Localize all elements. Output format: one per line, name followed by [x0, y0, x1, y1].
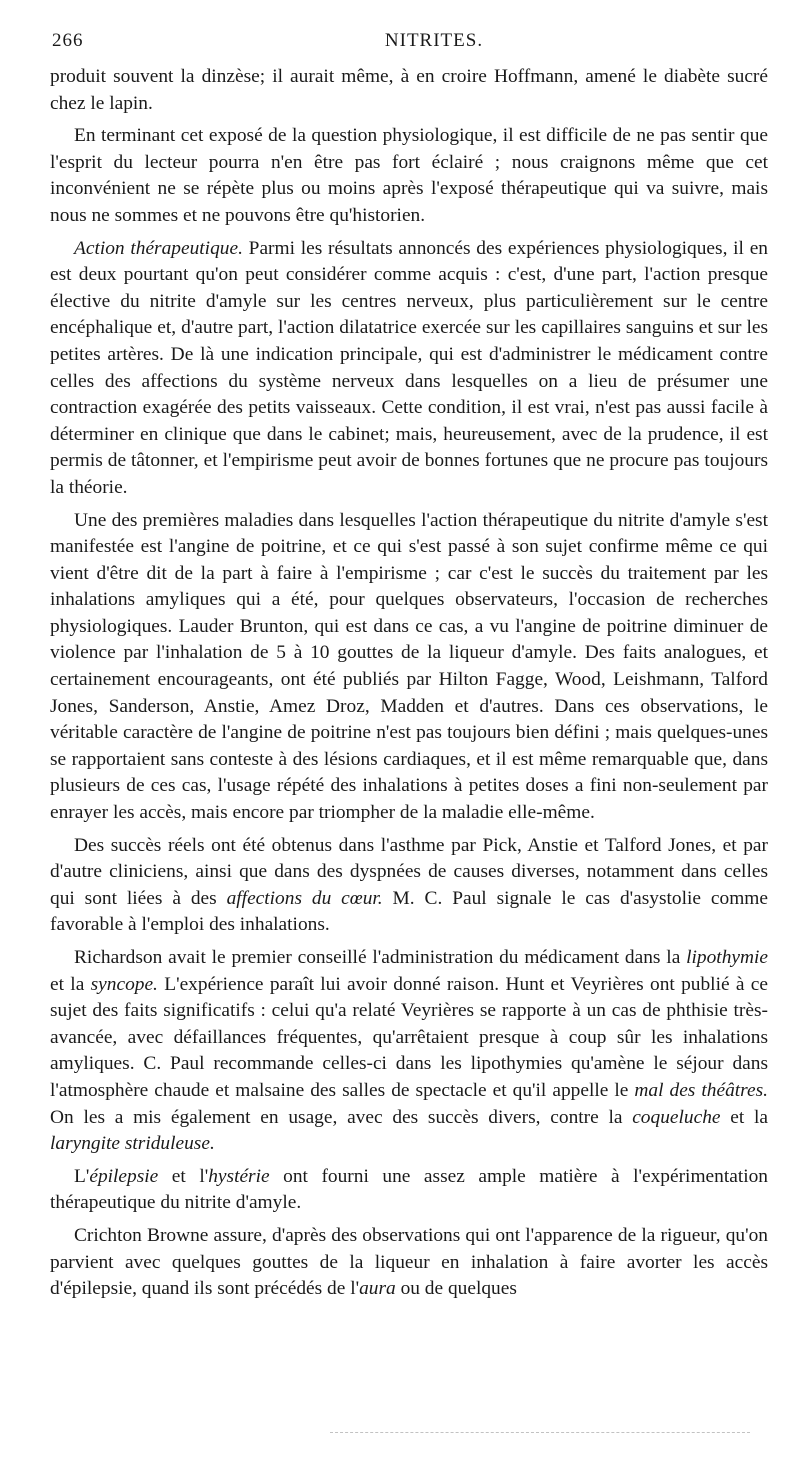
text-segment: produit souvent la dinzèse; il aurait même, à en croire Hoffmann, amené le diabète sucré chez le lapin.	[50, 66, 768, 114]
text-segment: M. C. Paul signale le cas d'asystolie comme favorable à l'emploi des inhalations.	[50, 887, 768, 936]
running-title: NITRITES.	[384, 30, 484, 51]
text-segment: et la	[720, 1106, 768, 1128]
italic-text-segment: syncope.	[90, 973, 158, 995]
italic-text-segment: aura	[359, 1278, 396, 1300]
text-segment: et l'	[158, 1165, 209, 1187]
text-segment: ou de quelques	[395, 1278, 517, 1300]
paragraph	[50, 123, 768, 229]
text-segment: En terminant cet exposé de la question physiologique, il est difficile de ne pas sentir que l'esprit du lecteur pourra n'en être pas fort éclairé ; nous craignons même que cet inconvénient ne se répète plus ou moins après l'exposé thérapeutique qui va suivre, mais nous ne sommes et ne pouvons être qu'historien.	[50, 125, 768, 226]
paragraph	[50, 236, 768, 502]
page-header	[52, 30, 766, 56]
page-number: 266	[52, 30, 84, 51]
paragraph	[50, 1164, 768, 1217]
text-segment: On les a mis également en usage, avec des succès divers, contre la	[50, 1106, 633, 1128]
text-segment: Richardson avait le premier conseillé l'administration du médicament dans la	[74, 947, 687, 968]
footer-rule	[330, 1432, 750, 1433]
paragraph	[50, 64, 768, 117]
italic-text-segment: hystérie	[208, 1165, 270, 1187]
text-segment: Des succès réels ont été obtenus dans l'asthme par Pick, Anstie et Talford Jones, et par d'autre cliniciens, ainsi que dans des dyspnées de causes diverses, notamment dans celles qui sont liées à des	[50, 834, 768, 909]
italic-text-segment: épilepsie	[89, 1165, 159, 1187]
text-segment: L'	[74, 1165, 90, 1187]
text-segment: et la	[50, 973, 91, 995]
paragraph	[50, 833, 768, 939]
paragraph	[50, 508, 768, 827]
text-segment: Une des premières maladies dans lesquelles l'action thérapeutique du nitrite d'amyle s'est manifestée est l'angine de poitrine, et ce qui s'est passé à son sujet confirme même ce qui vient d'être dit de la part à faire à l'empirisme ; car c'est le succès du traitement par les inhalations amyliques qui a été, pour quelques observateurs, l'occasion de recherches physiologiques. Lauder Brunton, qui est dans ce cas, a vu l'angine de poitrine diminuer de violence par l'inhalation de 5 à 10 gouttes de la liqueur d'amyle. Des faits analogues, et certainement encourageants, ont été publiés par Hilton Fagge, Wood, Leishmann, Talford Jones, Sanderson, Anstie, Amez Droz, Madden et d'autres. Dans ces observations, le véritable caractère de l'angine de poitrine n'est pas toujours bien défini ; mais quelques-unes se rapportaient sans conteste à des lésions cardiaques, et il est même remarquable que, dans plusieurs de ces cas, l'usage répété des inhalations à petites doses a fini non-seulement par enrayer les accès, mais encore par triompher de la maladie elle-même.	[50, 509, 768, 824]
text-segment: ont fourni une assez ample matière à l'expérimentation thérapeutique du nitrite d'amyle.	[50, 1165, 768, 1214]
italic-text-segment: coqueluche	[632, 1106, 721, 1128]
text-segment: L'expérience paraît lui avoir donné raison. Hunt et Veyrières ont publié à ce sujet des faits significatifs : celui qu'a relaté Veyrières se rapporte à un cas de phthisie très-avancée, avec défaillances fréquentes, qu'arrêtaient presque à coup sûr les inhalations amyliques. C. Paul recommande celles-ci dans les lipothymies qu'amène le séjour dans l'atmosphère chaude et malsaine des salles de spectacle et qu'il appelle le	[50, 973, 768, 1101]
paragraph	[50, 945, 768, 1158]
text-segment: Parmi les résultats annoncés des expériences physiologiques, il en est deux pourtant qu'on peut considérer comme acquis : c'est, d'une part, l'action presque élective du nitrite d'amyle sur les centres nerveux, plus particulièrement sur le centre encéphalique et, d'autre part, l'action dilatatrice exercée sur les capillaires sanguins et sur les petites artères. De là une indication principale, qui est d'administrer le médicament contre celles des affections du système nerveux dans lesquelles on a lieu de présumer une contraction exagérée des petits vaisseaux. Cette condition, il est vrai, n'est pas aussi facile à déterminer en clinique que dans le cabinet; mais, heureusement, avec de la prudence, il est permis de tâtonner, et l'empirisme peut avoir de bonnes fortunes que ne procure pas toujours la théorie.	[50, 237, 768, 498]
paragraph	[50, 1223, 768, 1303]
italic-text-segment: affections du cœur.	[226, 887, 383, 909]
body-text	[50, 64, 768, 1303]
italic-text-segment: laryngite striduleuse.	[50, 1133, 215, 1155]
text-segment: Crichton Browne assure, d'après des observations qui ont l'apparence de la rigueur, qu'on parvient avec quelques gouttes de la liqueur en inhalation à faire avorter les accès d'épilepsie, quand ils sont précédés de l'	[50, 1224, 768, 1300]
italic-text-segment: lipothymie	[686, 947, 768, 968]
italic-text-segment: Action thérapeutique.	[74, 237, 243, 259]
italic-text-segment: mal des théâtres.	[634, 1079, 768, 1101]
